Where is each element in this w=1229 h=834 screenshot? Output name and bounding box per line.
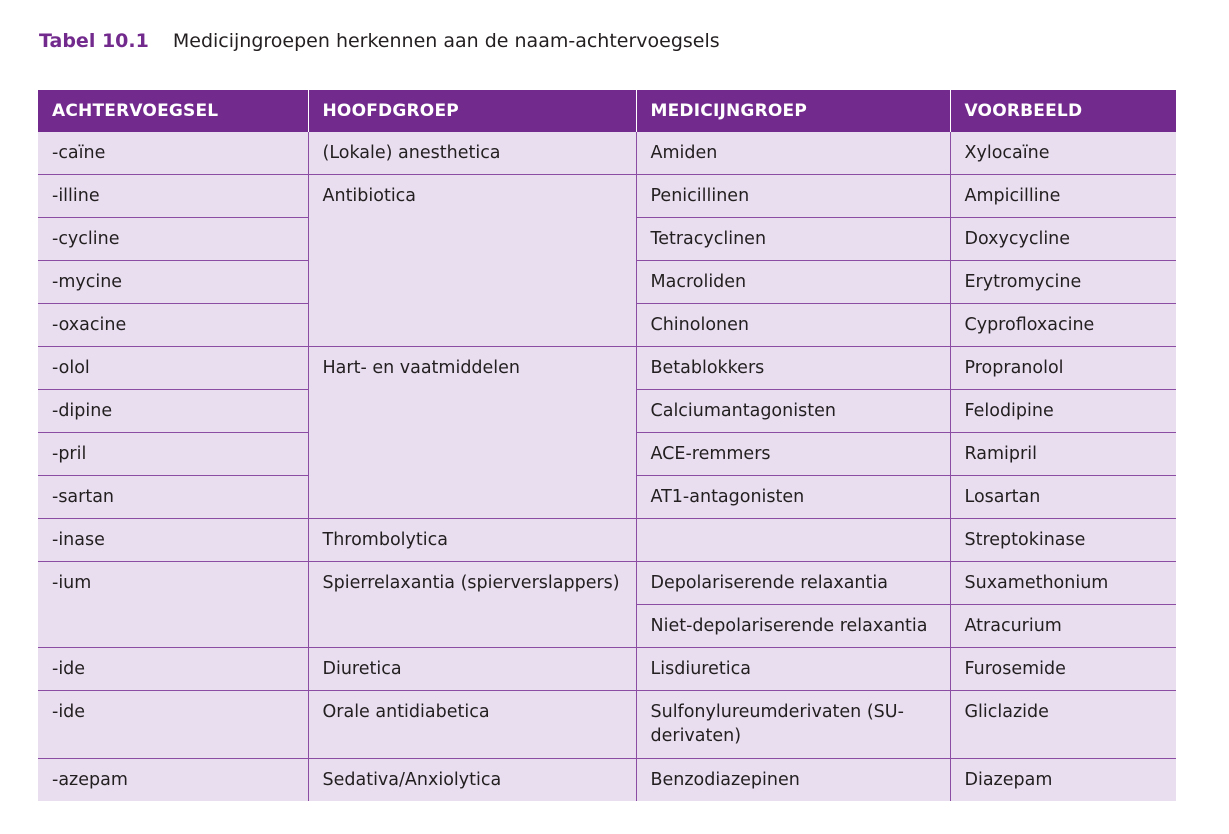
drug-group-cell: Niet-depolariserende relaxantia — [636, 605, 950, 648]
example-cell: Cyprofloxacine — [950, 304, 1176, 347]
table-caption — [39, 28, 720, 54]
example-cell: Propranolol — [950, 347, 1176, 390]
drug-group-cell — [636, 519, 950, 562]
main-group-cell: Antibiotica — [308, 175, 636, 347]
drug-group-cell: Tetracyclinen — [636, 218, 950, 261]
example-cell: Xylocaïne — [950, 132, 1176, 175]
suffix-cell: -dipine — [38, 390, 308, 433]
main-group-cell: Sedativa/Anxiolytica — [308, 759, 636, 802]
suffix-cell: -oxacine — [38, 304, 308, 347]
example-cell: Losartan — [950, 476, 1176, 519]
suffix-cell: -ide — [38, 648, 308, 691]
suffix-cell: -sartan — [38, 476, 308, 519]
suffix-cell: -cycline — [38, 218, 308, 261]
table-row — [38, 691, 1176, 759]
table-header-row — [38, 90, 1176, 132]
example-cell: Furosemide — [950, 648, 1176, 691]
example-cell: Erytromycine — [950, 261, 1176, 304]
example-cell: Diazepam — [950, 759, 1176, 802]
drug-group-cell: AT1-antagonisten — [636, 476, 950, 519]
suffix-cell: -caïne — [38, 132, 308, 175]
drug-group-cell: Depolariserende relaxantia — [636, 562, 950, 605]
drug-group-cell: Chinolonen — [636, 304, 950, 347]
header-suffix: ACHTERVOEGSEL — [38, 90, 308, 132]
drug-group-cell: ACE-remmers — [636, 433, 950, 476]
drug-group-cell: Penicillinen — [636, 175, 950, 218]
suffix-cell: -olol — [38, 347, 308, 390]
header-example: VOORBEELD — [950, 90, 1176, 132]
table-row — [38, 519, 1176, 562]
table-row — [38, 132, 1176, 175]
example-cell: Gliclazide — [950, 691, 1176, 759]
example-cell: Atracurium — [950, 605, 1176, 648]
medication-suffix-table — [38, 90, 1176, 801]
drug-group-cell: Sulfonylureumderivaten (SU-derivaten) — [636, 691, 950, 759]
example-cell: Streptokinase — [950, 519, 1176, 562]
drug-group-cell: Lisdiuretica — [636, 648, 950, 691]
main-group-cell: Hart- en vaatmiddelen — [308, 347, 636, 519]
table-row — [38, 759, 1176, 802]
drug-group-cell: Benzodiazepinen — [636, 759, 950, 802]
drug-group-cell: Amiden — [636, 132, 950, 175]
table-row — [38, 562, 1176, 605]
suffix-cell: -azepam — [38, 759, 308, 802]
example-cell: Doxycycline — [950, 218, 1176, 261]
suffix-cell: -mycine — [38, 261, 308, 304]
header-main-group: HOOFDGROEP — [308, 90, 636, 132]
drug-group-cell: Calciumantagonisten — [636, 390, 950, 433]
table-row — [38, 175, 1176, 218]
example-cell: Felodipine — [950, 390, 1176, 433]
main-group-cell: Thrombolytica — [308, 519, 636, 562]
main-group-cell: Diuretica — [308, 648, 636, 691]
example-cell: Suxamethonium — [950, 562, 1176, 605]
suffix-cell: -pril — [38, 433, 308, 476]
header-drug-group: MEDICIJNGROEP — [636, 90, 950, 132]
example-cell: Ampicilline — [950, 175, 1176, 218]
suffix-cell: -ide — [38, 691, 308, 759]
main-group-cell: Orale antidiabetica — [308, 691, 636, 759]
table-row — [38, 648, 1176, 691]
suffix-cell: -ium — [38, 562, 308, 648]
table-row — [38, 347, 1176, 390]
suffix-cell: -illine — [38, 175, 308, 218]
drug-group-cell: Macroliden — [636, 261, 950, 304]
main-group-cell: Spierrelaxantia (spierverslappers) — [308, 562, 636, 648]
suffix-cell: -inase — [38, 519, 308, 562]
main-group-cell: (Lokale) anesthetica — [308, 132, 636, 175]
drug-group-cell: Betablokkers — [636, 347, 950, 390]
table-title: Medicijngroepen herkennen aan de naam-achtervoegsels — [172, 30, 720, 52]
example-cell: Ramipril — [950, 433, 1176, 476]
table-number: Tabel 10.1 — [39, 30, 149, 52]
